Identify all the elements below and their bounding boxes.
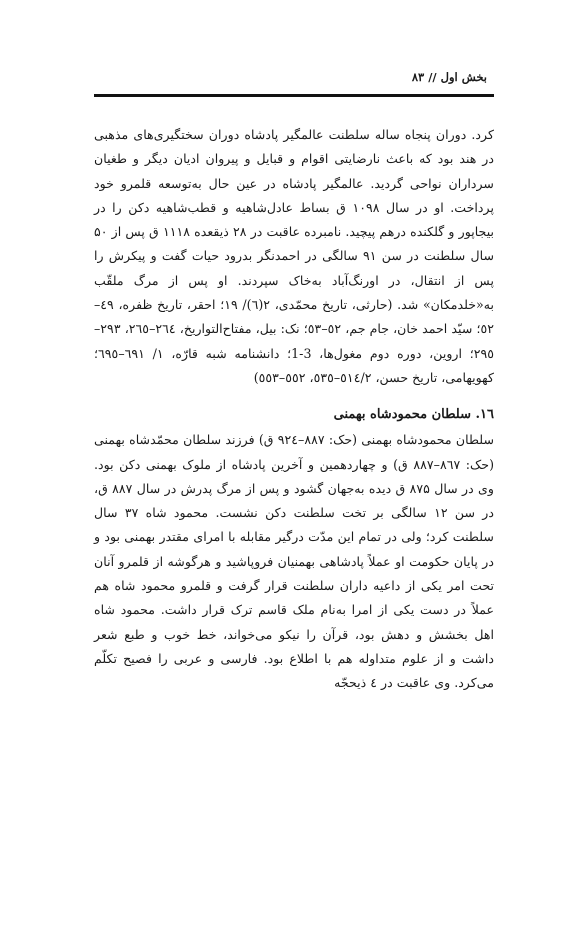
body-text bbox=[94, 123, 494, 696]
paragraph-mahmud-shah-bahmani: سلطان محمودشاه بهمنی (حک: ۸۸۷–۹۲٤ ق) فرزند سلطان محمّدشاه بهمنی (حک: ۸٦٧–۸۸۷ ق) و چهاردهمین و آخرین پادشاه از ملوک بهمنی دکن بود. وی در سال ۸۷۵ ق دیده به‌جهان گشود و پس از مرگ پدرش در سال ۸۸۷ ق، در سن ۱۲ سالگی بر تخت سلطنت دکن نشست. محمود شاه ۳۷ سال سلطنت کرد؛ ولی در تمام این مدّت درگیر مقابله با امرای مقتدر بهمنی بود و در پایان حکومت او عملاً پادشاهی بهمنیان فروپاشید و هرگوشه از قلمرو آنان تحت امر یکی از داعیه داران سلطنت قرار گرفت و قلمرو محمود شاه هم عملاً در دست یکی از امرا به‌نام ملک قاسم ترک قرار داشت. محمود شاه اهل بخشش و دهش بود، قرآن را نیکو می‌خواند، خط خوب و طبع شعر داشت و از علوم متداوله هم با اطلاع بود. فارسی و عربی را فصیح تکلّم می‌کرد. وی عاقبت در ٤ ذیحجّه bbox=[94, 432, 495, 691]
section-heading-16: ١٦. سلطان محمودشاه بهمنی bbox=[333, 407, 494, 423]
header-rule bbox=[94, 94, 494, 97]
paragraph-aurangzeb-reign: کرد. دوران پنجاه ساله سلطنت عالمگیر پادشاه دوران سختگیری‌های مذهبی در هند بود که باعث نارضایتی اقوام و قبایل و پیروان ادیان دیگر و طغیان سرداران نواحی گردید. عالمگیر پادشاه در عین حال به‌توسعه قلمرو خود پرداخت. او در سال ۱۰۹۸ ق بساط عادل‌شاهیه و قطب‌شاهیه دکن را در بیجاپور و گلکنده درهم پیچید. نامبرده عاقبت در ۲۸ ذیقعده ۱۱۱۸ ق پس از ۵۰ سال سلطنت در سن ۹۱ سالگی در احمدنگر بدرود حیات گفت و پیکرش را پس از انتقال، در اورنگ‌آباد به‌خاک سپردند. او پس از مرگ ملقّب به«خلدمکان» شد. (حارثی، تاریخ محمّدی، ۲(٦)/ ۱۹؛ احقر، تاریخ ظفره، ٤٩–٥٢؛ سیّد احمد خان، جام جم، ٥٢–٥٣؛ نک: بیل، مفتاح‌التواریخ، ٢٦٤–٢٦٥، ٢٩٣–٢٩٥؛ اروین، دوره دوم مغول‌ها، 3-1؛ دانشنامه شبه قارّه، ۱/ ٦٩١–٦٩٥؛ کهویهامی، تاریخ حسن، ٥١٤/٢–٥٣٥، ٥٥٢–٥٥٣) bbox=[94, 127, 495, 385]
running-head: بخش اول // ٨٣ bbox=[411, 70, 487, 84]
